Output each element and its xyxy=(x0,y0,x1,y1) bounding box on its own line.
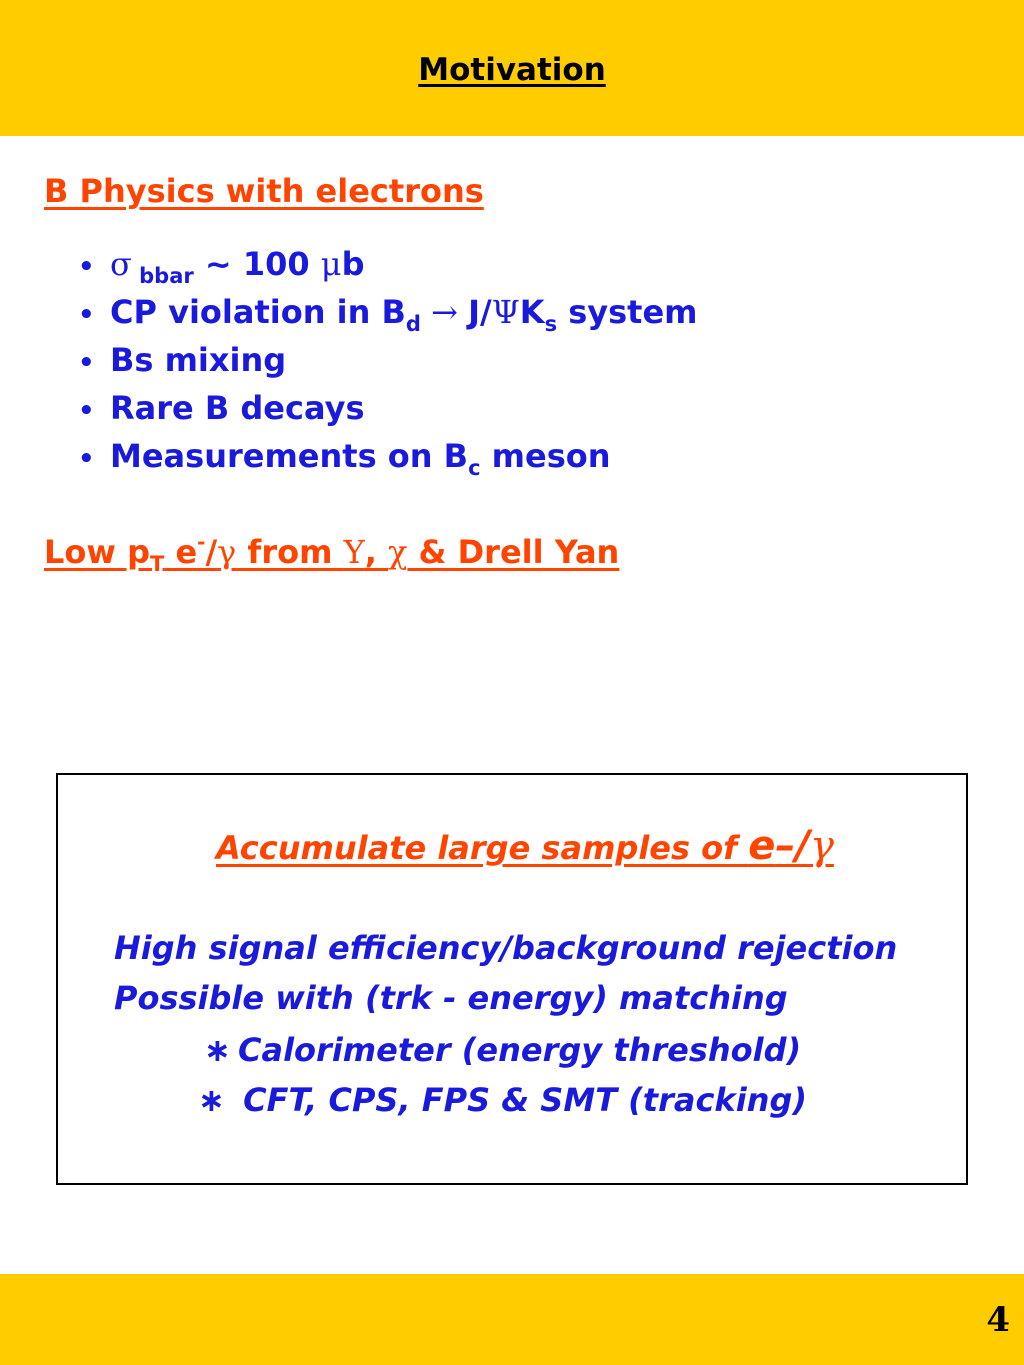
bullet-item-cp-violation xyxy=(78,288,698,336)
section-heading-low-pt xyxy=(44,530,619,576)
bullet-icon: • xyxy=(78,252,95,282)
bullet-icon: • xyxy=(78,300,95,330)
bullet-item-bc-meson xyxy=(78,432,698,480)
asterisk-icon: ∗ xyxy=(204,1031,231,1069)
chi-symbol: χ xyxy=(388,533,408,571)
subscript-t: T xyxy=(149,552,165,576)
bullet-text: ~ 100 xyxy=(193,245,321,283)
heading-text: & Drell Yan xyxy=(407,533,620,571)
subscript-d: d xyxy=(405,312,421,336)
heading-text: e xyxy=(164,533,198,571)
subscript-s: s xyxy=(544,312,558,336)
bullet-list xyxy=(78,240,698,480)
heading-text: from xyxy=(236,533,344,571)
arrow-symbol: → xyxy=(420,293,469,331)
bullet-item-cross-section xyxy=(78,240,698,288)
superscript-minus: - xyxy=(197,530,206,554)
heading-text: Low p xyxy=(44,533,150,571)
bullet-item-rare-decays xyxy=(78,384,698,432)
bullet-text: K xyxy=(519,293,545,331)
summary-box xyxy=(56,773,968,1185)
box-line-text: CFT, CPS, FPS & SMT (tracking) xyxy=(232,1081,807,1119)
box-line-calorimeter xyxy=(204,1031,801,1069)
bullet-text: CP violation in B xyxy=(110,293,406,331)
asterisk-icon: ∗ xyxy=(198,1081,225,1119)
footer-band xyxy=(0,1274,1024,1365)
section-heading-b-physics: B Physics with electrons xyxy=(44,172,484,210)
heading-text: , xyxy=(364,533,389,571)
heading-text: / xyxy=(205,533,218,571)
box-title xyxy=(216,823,834,869)
subscript-c: c xyxy=(468,456,481,480)
subscript-bbar: bbar xyxy=(131,264,194,288)
bullet-icon: • xyxy=(78,348,95,378)
psi-symbol: Ψ xyxy=(491,293,520,331)
bullet-text: Measurements on B xyxy=(110,437,469,475)
box-title-text: –/ xyxy=(775,823,810,869)
electron-symbol: e xyxy=(748,823,776,869)
bullet-icon: • xyxy=(78,396,95,426)
bullet-text: J/ xyxy=(468,293,492,331)
page-number: 4 xyxy=(986,1300,1010,1340)
box-line-efficiency: High signal efficiency/background rejection xyxy=(114,929,898,967)
mu-symbol: μ xyxy=(320,245,342,283)
box-title-text: Accumulate large samples of xyxy=(216,829,749,867)
upsilon-symbol: Υ xyxy=(343,533,365,571)
box-line-matching: Possible with (trk - energy) matching xyxy=(114,979,788,1017)
bullet-text: b xyxy=(341,245,365,283)
sigma-symbol: σ xyxy=(110,245,132,283)
bullet-text: meson xyxy=(480,437,611,475)
slide-title: Motivation xyxy=(418,52,606,88)
bullet-text: Rare B decays xyxy=(110,389,365,427)
bullet-item-bs-mixing xyxy=(78,336,698,384)
gamma-symbol: γ xyxy=(217,533,237,571)
box-line-text: Calorimeter (energy threshold) xyxy=(238,1031,802,1069)
bullet-text: system xyxy=(557,293,698,331)
box-line-tracking xyxy=(198,1081,807,1119)
gamma-symbol: γ xyxy=(809,823,834,869)
bullet-text: Bs mixing xyxy=(110,341,287,379)
bullet-icon: • xyxy=(78,444,95,474)
